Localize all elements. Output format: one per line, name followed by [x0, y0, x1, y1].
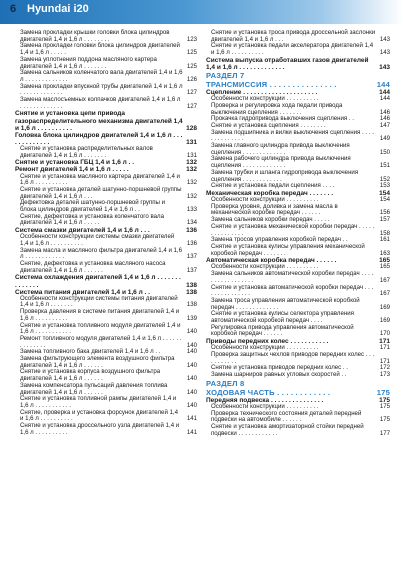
entry-title: Сцепление . . . . . . . . . . . . . . . . . . . . . [206, 89, 318, 96]
entry-page-number: 167 [379, 276, 390, 284]
entry-title: Снятие и установка механической коробки передач . . . . . . . . . . . . . . . [211, 222, 375, 237]
entry-title: Ремонт топливного модуля двигателей 1,4 и 1,6 л . . . . . . . . . . . . . . [20, 334, 182, 349]
entry-page-number: 163 [379, 249, 390, 257]
entry-page-number: 140 [186, 388, 197, 396]
toc-entry[interactable] [15, 200, 197, 213]
toc-entry[interactable] [206, 30, 390, 43]
entry-title: Замена рабочего цилиндра привода выключения сцепления . . . . . . . . . . . . . [211, 155, 351, 170]
toc-entry[interactable] [206, 424, 390, 437]
entry-title: Снятие, дефектовка и установка коленчатого вала двигателей 1,4 и 1,6 л . . . . . [20, 212, 164, 227]
section-title[interactable] [206, 389, 390, 397]
entry-page-number: 132 [186, 192, 197, 200]
entry-page-number: 123 [186, 35, 197, 43]
entry-title: Проверка защитных чехлов приводов передних колес . . . . . . . . . . . [211, 350, 375, 365]
toc-entry[interactable] [206, 244, 390, 257]
entry-title: Замена маслосъемных колпачков двигателей 1,4 и 1,6 л . . . . . . . . . . . . . [20, 96, 181, 110]
entry-title: Снятие и установка автоматической коробки передач . . . . . . . . . . . . . . . [211, 283, 374, 298]
entry-title: Снятие, проверка и установка форсунок двигателей 1,4 и 1,6 л . . . . . . . . . . [20, 408, 179, 423]
toc-entry[interactable] [206, 352, 390, 365]
entry-page-number: 132 [186, 179, 197, 187]
entry-title: Проверка давления в системе питания двигателей 1,4 и 1,6 л . . . . . . . . . . [20, 308, 180, 322]
entry-page-number: 138 [186, 301, 197, 309]
entry-title: Особенности конструкции . . . . . . . . . . [211, 263, 319, 271]
entry-title: Система смазки двигателей 1,4 и 1,6 л . . . [15, 227, 150, 235]
entry-page-number: 139 [186, 314, 197, 322]
toc-entry[interactable] [206, 285, 390, 298]
toc-entry[interactable] [206, 411, 390, 424]
toc-entry[interactable] [206, 311, 390, 324]
entry-title: Замена трубки и шланга гидропривода выключения сцепления . . . . . . . . . . . . [211, 168, 359, 183]
entry-page-number: 171 [379, 357, 390, 365]
entry-title: Снятие и установка сцепления . . . . . . . . [211, 121, 326, 129]
section-title-text: ХОДОВАЯ ЧАСТЬ . . . . . . . . . . . . [206, 387, 331, 397]
entry-title: Прокачка гидропривода выключения сцепления . . [211, 115, 354, 123]
toc-entry[interactable] [15, 57, 197, 70]
section-title-text: ТРАНСМИССИЯ . . . . . . . . . . . . . . . [206, 80, 337, 89]
toc-entry[interactable] [206, 325, 390, 338]
toc-entry[interactable] [15, 187, 197, 200]
entry-title: Система выпуска отработавших газов двигателей 1,4 и 1,6 л . . . . . . . . . . . . . [206, 56, 369, 71]
toc-entry[interactable] [15, 323, 197, 336]
toc-chapter-entry[interactable] [15, 132, 197, 146]
toc-entry[interactable] [15, 383, 197, 396]
entry-page-number: 171 [379, 338, 390, 346]
entry-title: Замена масла и масляного фильтра двигателей 1,4 и 1,6 л . . . . . . . . . . . . [20, 246, 183, 261]
entry-title: Особенности конструкции . . . . . . . . . . [211, 402, 319, 410]
entry-page-number: 156 [379, 209, 390, 217]
entry-page-number: 171 [379, 344, 390, 352]
toc-entry[interactable] [206, 43, 390, 56]
entry-page-number: 167 [379, 290, 390, 298]
entry-title: Замена фильтрующего элемента воздушного фильтра двигателей 1,4 и 1,6 л . . . . . . [20, 355, 175, 369]
entry-page-number: 172 [379, 364, 390, 372]
toc-entry[interactable] [206, 143, 390, 156]
entry-page-number: 125 [186, 49, 197, 57]
section-page-number: 175 [376, 387, 390, 397]
entry-title: Снятие и установка топливного модуля двигателей 1,4 и 1,6 л . . . . . . . . . . . [20, 321, 181, 336]
entry-page-number: 132 [186, 166, 197, 174]
toc-entry[interactable] [206, 372, 390, 379]
entry-page-number: 144 [379, 89, 390, 96]
entry-title: Снятие и установка педали сцепления . . . . [211, 182, 335, 190]
entry-title: Снятие и установка троса привода дроссельной заслонки двигателей 1,4 и 1,6 л . . . [211, 29, 376, 43]
toc-entry[interactable] [15, 261, 197, 274]
entry-title: Система питания двигателей 1,4 и 1,6 л . . [15, 288, 150, 296]
toc-entry[interactable] [15, 84, 197, 97]
entry-page-number: 152 [379, 175, 390, 183]
toc-chapter-entry[interactable] [15, 110, 197, 131]
entry-title: Замена подшипника и вилки выключения сцепления . . . . . . . . . . . . . . [211, 128, 374, 143]
entry-title: Ремонт двигателей 1,4 и 1,6 л . . . . . [15, 166, 129, 174]
toc-chapter-entry[interactable] [206, 57, 390, 71]
entry-title: Снятие и установка амортизаторной стойки передней подвески . . . . . . . . . . . . [211, 423, 364, 437]
entry-title: Особенности конструкции . . . . . . . . . . [211, 95, 319, 103]
entry-title: Проверка технического состояния деталей передней подвески на автомобиле . . . . . . [211, 409, 362, 424]
toc-entry[interactable] [206, 170, 390, 183]
toc-entry[interactable] [206, 271, 390, 284]
entry-page-number: 173 [379, 371, 390, 379]
entry-title: Снятие и установка цепи привода газораспределительного механизма двигателей 1,4 и 1,6 л . . . . . . . . . . [15, 110, 183, 132]
entry-page-number: 134 [186, 219, 197, 227]
toc-entry[interactable] [15, 30, 197, 43]
entry-page-number: 143 [379, 63, 390, 71]
entry-page-number: 140 [186, 401, 197, 409]
entry-page-number: 140 [186, 375, 197, 383]
toc-entry[interactable] [15, 234, 197, 247]
toc-entry[interactable] [15, 174, 197, 187]
entry-page-number: 147 [379, 121, 390, 129]
toc-entry[interactable] [15, 369, 197, 382]
entry-page-number: 154 [379, 196, 390, 204]
toc-entry[interactable] [206, 204, 390, 217]
entry-page-number: 127 [186, 89, 197, 97]
entry-page-number: 131 [186, 151, 197, 159]
entry-page-number: 146 [379, 115, 390, 123]
toc-left-column [15, 30, 197, 436]
entry-page-number: 165 [379, 257, 390, 265]
entry-page-number: 154 [379, 189, 390, 197]
toc-entry[interactable] [15, 248, 197, 261]
entry-page-number: 136 [186, 227, 197, 235]
toc-entry[interactable] [206, 103, 390, 116]
entry-title: Автоматическая коробка передач . . . . . . [206, 257, 337, 265]
entry-title: Система охлаждения двигателей 1,4 и 1,6 л . . . . . . . . . . . . . . [15, 274, 181, 289]
entry-title: Снятие и установка приводов передних колес . . [211, 364, 348, 372]
entry-page-number: 169 [379, 303, 390, 311]
entry-page-number: 153 [379, 182, 390, 190]
entry-page-number: 150 [379, 148, 390, 156]
toc-entry[interactable] [206, 224, 390, 237]
toc-entry[interactable] [206, 298, 390, 311]
entry-page-number: 177 [379, 429, 390, 437]
entry-page-number: 125 [186, 62, 197, 70]
toc-entry[interactable] [15, 146, 197, 159]
entry-title: Замена главного цилиндра привода выключения сцепления . . . . . . . . . . . . . [211, 142, 350, 156]
entry-page-number: 127 [186, 102, 197, 110]
entry-page-number: 137 [186, 266, 197, 274]
entry-title: Замена сальников автоматической коробки передач . . . . . . . . . . . . . . . . . [211, 270, 374, 284]
entry-title: Замена тросов управления коробкой передач . . [211, 236, 348, 244]
entry-title: Замена сальников коленчатого вала двигателей 1,4 и 1,6 л . . . . . . . . . . . . . [20, 69, 183, 83]
entry-title: Снятие, дефектовка и установка масляного насоса двигателей 1,4 и 1,6 л . . . . . . [20, 260, 166, 274]
entry-page-number: 149 [379, 135, 390, 143]
section-label: РАЗДЕЛ 8 [206, 378, 245, 388]
toc-entry[interactable] [15, 410, 197, 423]
toc-entry[interactable] [15, 70, 197, 83]
entry-title: Снятие и установка масляного картера двигателей 1,4 и 1,6 л . . . . . . . . . . [20, 172, 180, 187]
entry-title: Снятие и установка педали акселератора двигателей 1,4 и 1,6 л . . . . . . . . . . [211, 42, 374, 57]
entry-page-number: 131 [186, 138, 197, 146]
toc-entry[interactable] [206, 156, 390, 169]
entry-page-number: 161 [379, 236, 390, 244]
entry-page-number: 136 [186, 239, 197, 247]
toc-entry[interactable] [206, 130, 390, 143]
entry-title: Снятие и установка топливной рампы двигателей 1,4 и 1,6 л . . . . . . . . . . . [20, 395, 177, 409]
entry-title: Особенности конструкции системы питания двигателей 1,4 и 1,6 л . . . . . . . [20, 294, 178, 309]
toc-right-column [206, 30, 390, 437]
toc-entry[interactable] [15, 336, 197, 349]
entry-page-number: 133 [186, 206, 197, 214]
entry-title: Снятие и установка кулисы управления механической коробкой передач . . . . . . . [211, 242, 365, 257]
entry-title: Проверка уровня, доливка и замена масла в механической коробке передач . . . . . . [211, 202, 338, 217]
entry-page-number: 126 [186, 75, 197, 83]
section-page-number: 144 [376, 80, 390, 89]
entry-title: Проверка и регулировка хода педали привода выключения сцепления . . . . . . . [211, 101, 343, 116]
toc-entry[interactable] [15, 214, 197, 227]
entry-page-number: 169 [379, 317, 390, 325]
entry-title: Снятие и установка кулисы селектора управления автоматической коробкой передач . . . . [211, 310, 354, 325]
entry-page-number: 140 [186, 328, 197, 336]
toc-entry[interactable] [15, 97, 197, 110]
entry-title: Замена прокладки головки блока цилиндров двигателей 1,4 и 1,6 л . . . . . [20, 42, 180, 57]
entry-page-number: 146 [379, 108, 390, 116]
entry-title: Снятие и установка дроссельного узла двигателей 1,4 и 1,6 л . . . . . . . . . . [20, 422, 180, 436]
entry-page-number: 138 [186, 281, 197, 289]
entry-page-number: 140 [186, 361, 197, 369]
entry-page-number: 128 [186, 124, 197, 132]
toc-entry[interactable] [15, 396, 197, 409]
entry-page-number: 158 [379, 229, 390, 237]
entry-page-number: 143 [379, 49, 390, 57]
entry-title: Механическая коробка передач . . . . . . . [206, 189, 334, 197]
entry-title: Особенности конструкции . . . . . . . . . . [211, 344, 319, 352]
entry-title: Снятие и установка ГБЦ 1,4 и 1,6 л . . [15, 159, 134, 167]
entry-title: Замена сальников коробки передач . . . . . [211, 216, 330, 224]
entry-title: Замена уплотнения поддона масляного картера двигателей 1,4 и 1,6 л . . . . . . . [20, 55, 157, 70]
page-number: 6 [10, 3, 17, 15]
entry-title: Замена компенсатора пульсаций давления топлива двигателей 1,4 и 1,6 л . . . . . . [20, 381, 168, 396]
entry-title: Снятие и установка деталей шатунно-поршневой группы двигателей 1,4 и 1,6 л . . . [20, 185, 182, 200]
entry-page-number: 175 [379, 416, 390, 424]
entry-title: Приводы передних колес . . . . . . . . . . . [206, 338, 329, 346]
entry-title: Особенности конструкции системы смазки двигателей 1,4 и 1,6 л . . . . . . . . . . [20, 233, 175, 247]
entry-title: Особенности конструкции . . . . . . . . . . [211, 196, 319, 204]
toc-entry[interactable] [15, 296, 197, 309]
entry-page-number: 140 [186, 348, 197, 356]
entry-title: Снятие и установка корпуса воздушного фильтра двигателей 1,4 и 1,6 л . . . . . . [20, 368, 161, 383]
page-header [0, 0, 403, 24]
entry-page-number: 141 [186, 415, 197, 423]
entry-page-number: 138 [186, 288, 197, 296]
entry-title: Замена прокладки крышки головки блока цилиндров двигателей 1,4 и 1,6 л . . . . . . . . [20, 29, 170, 43]
entry-title: Замена шарниров равных угловых скоростей . . [211, 371, 347, 379]
section-label: РАЗДЕЛ 7 [206, 71, 245, 80]
entry-title: Замена топливного бака двигателей 1,4 и 1,6 л . . [20, 348, 161, 356]
entry-title: Замена троса управления автоматической коробкой передач . . . . . . . . . . . . . [211, 296, 360, 311]
entry-page-number: 143 [379, 35, 390, 43]
book-title: Hyundai i20 [27, 3, 89, 15]
toc-entry[interactable] [15, 43, 197, 56]
toc-entry[interactable] [15, 309, 197, 322]
entry-page-number: 137 [186, 253, 197, 261]
toc-entry[interactable] [15, 423, 197, 436]
entry-title: Регулировка привода управления автоматической коробкой передач . . . . . . [211, 323, 354, 338]
entry-page-number: 157 [379, 216, 390, 224]
entry-page-number: 132 [186, 159, 197, 167]
toc-entry[interactable] [206, 183, 390, 190]
entry-page-number: 151 [379, 162, 390, 170]
entry-page-number: 175 [379, 402, 390, 410]
toc-chapter-entry[interactable] [15, 274, 197, 288]
entry-title: Головка блока цилиндров двигателей 1,4 и 1,6 л . . . . . . . . . . . . . [15, 131, 183, 146]
entry-page-number: 141 [186, 428, 197, 436]
entry-title: Замена прокладки впускной трубы двигателей 1,4 и 1,6 л . . . . . . . . . . . . . [20, 82, 183, 97]
section-title[interactable] [206, 81, 390, 89]
entry-page-number: 175 [379, 396, 390, 404]
entry-title: Дефектовка деталей шатунно-поршневой группы и блока цилиндров двигателей 1,4 и 1,6 л . . [20, 199, 166, 214]
entry-page-number: 165 [379, 263, 390, 271]
entry-page-number: 170 [379, 330, 390, 338]
toc-entry[interactable] [15, 356, 197, 369]
entry-page-number: 144 [379, 95, 390, 103]
entry-title: Передняя подвеска . . . . . . . . . . . . . . . [206, 396, 324, 404]
entry-title: Снятие и установка распределительных валов двигателей 1,4 и 1,6 л . . . . . . . [20, 144, 153, 159]
entry-page-number: 140 [186, 341, 197, 349]
